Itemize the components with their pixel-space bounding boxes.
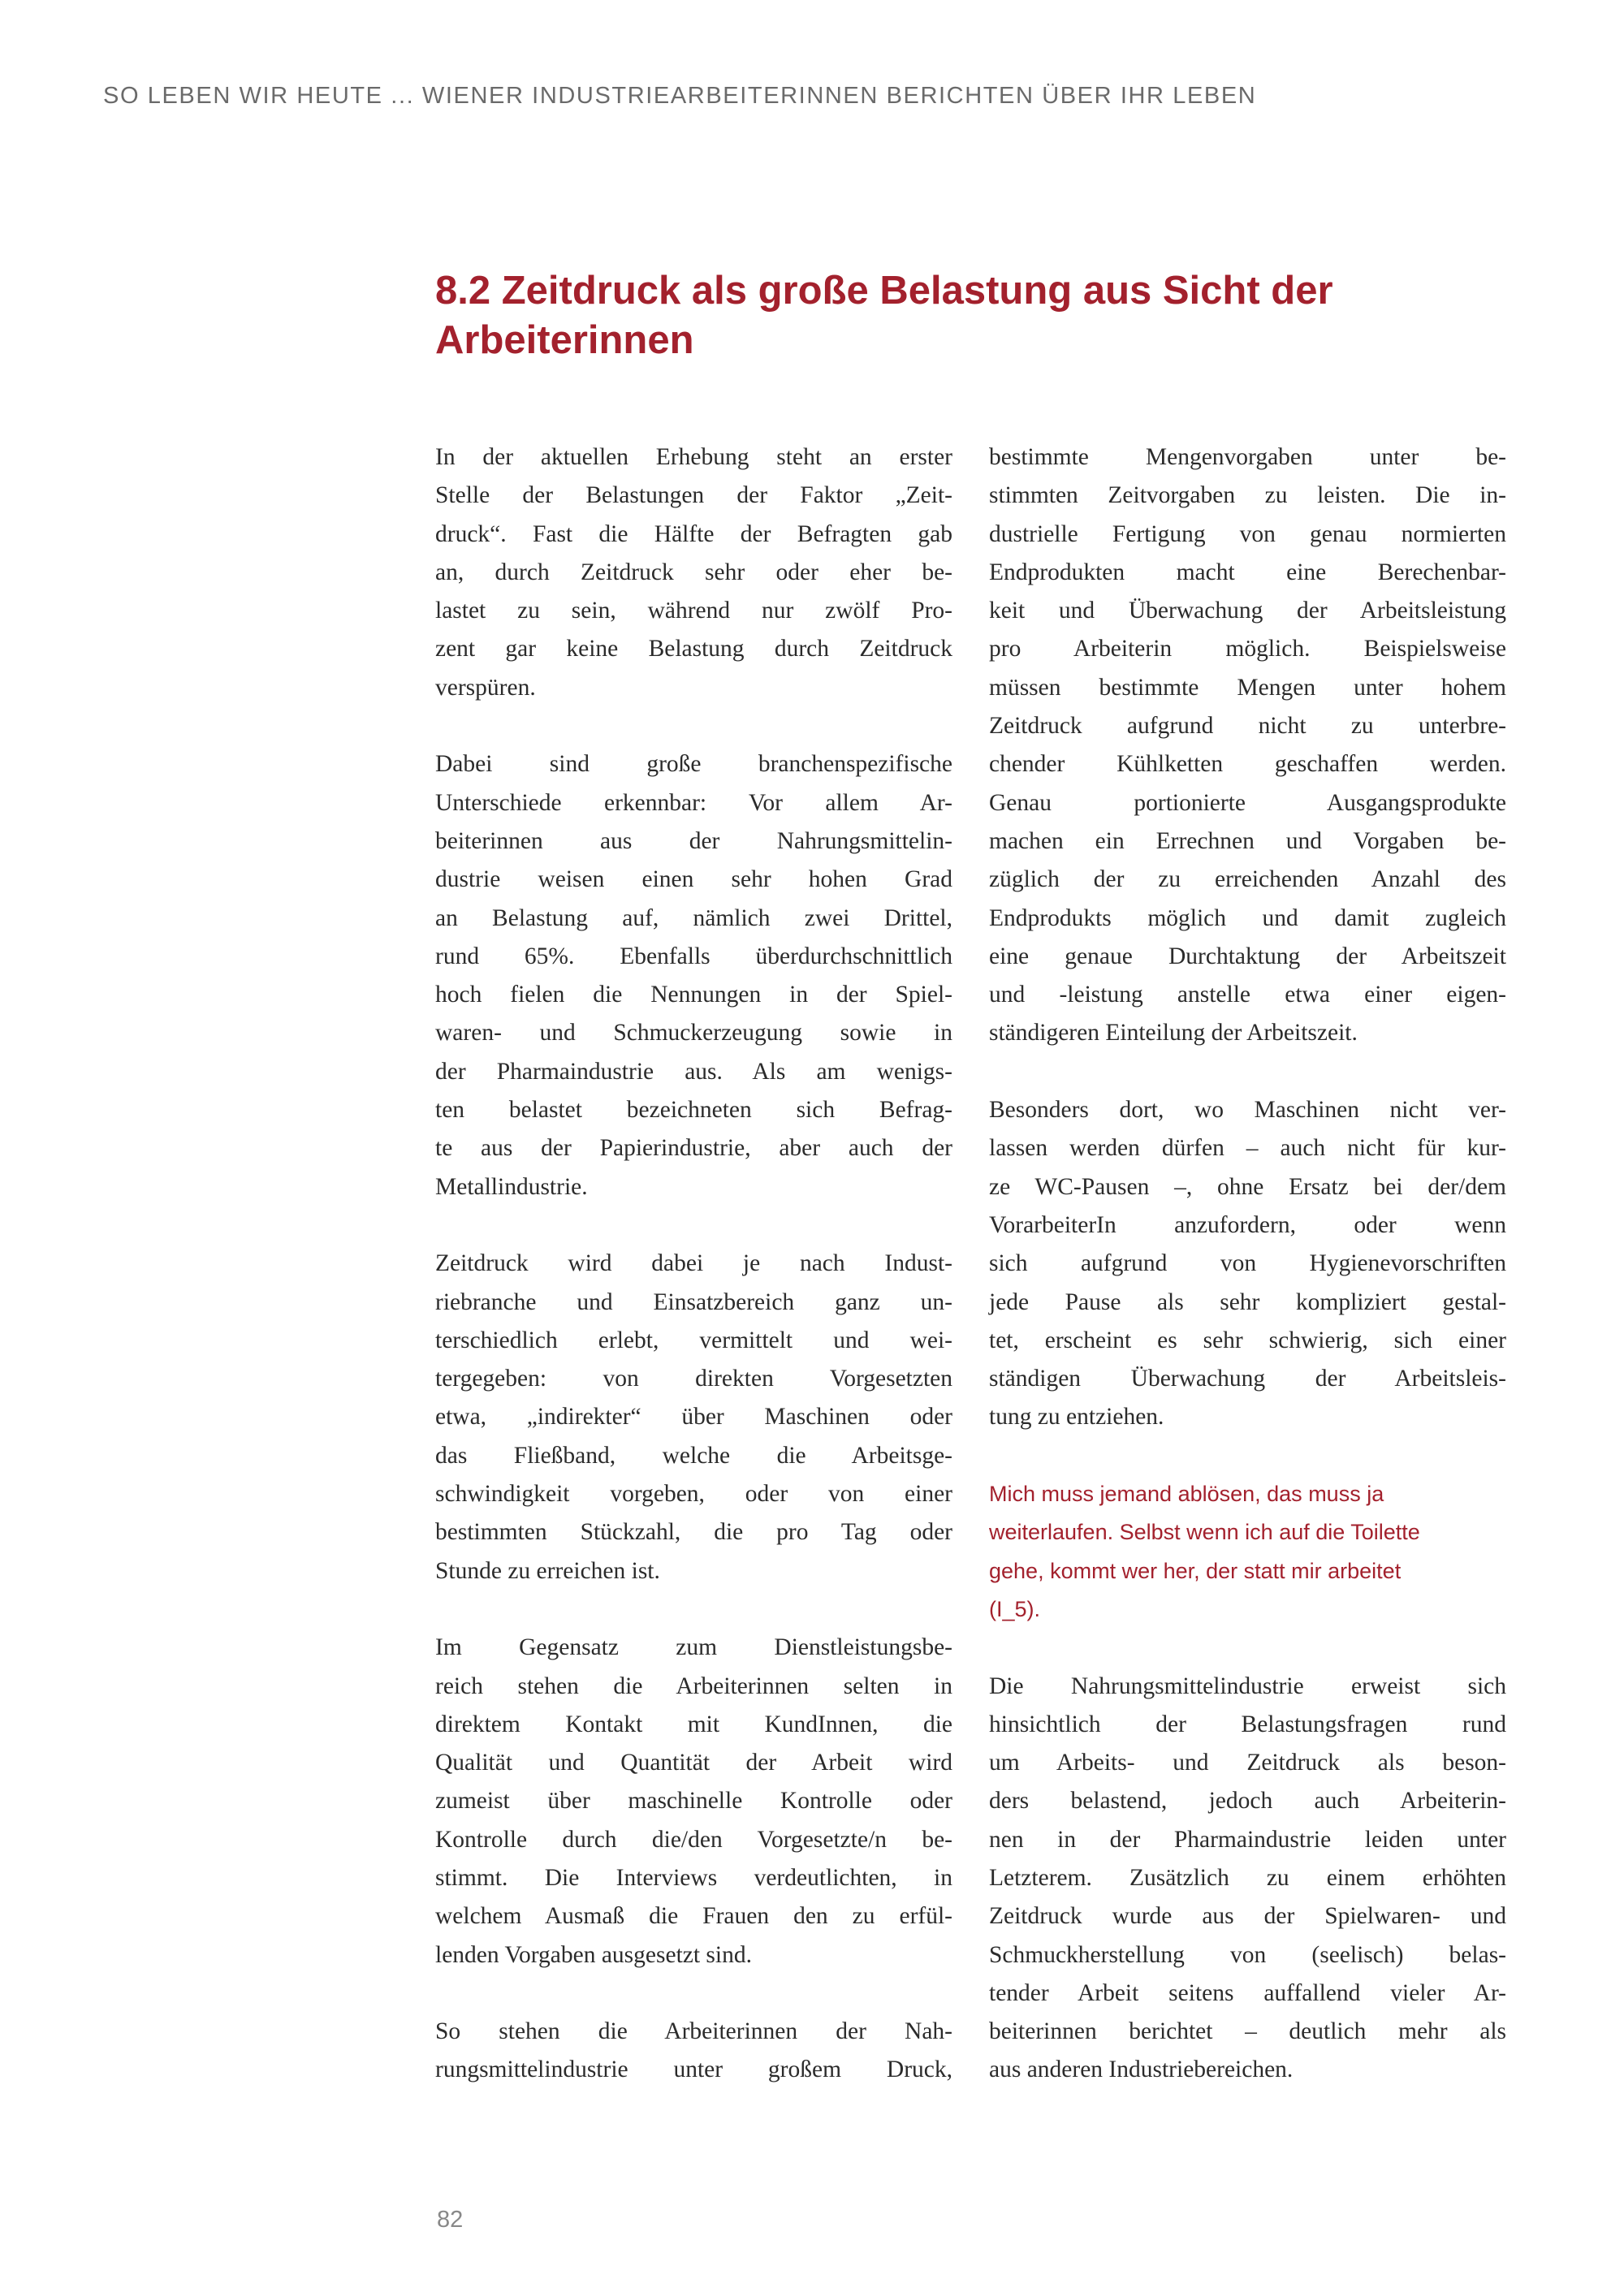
text-line: Besonders dort, wo Maschinen nicht ver-	[989, 1097, 1506, 1124]
text-line: beiterinnen aus der Nahrungsmittelin-	[435, 827, 952, 854]
text-line: chender Kühlketten geschaffen werden.	[989, 751, 1506, 778]
text-line: ständigeren Einteilung der Arbeitszeit.	[989, 1020, 1358, 1047]
paragraph-gap	[989, 1629, 1506, 1667]
text-line: an Belastung auf, nämlich zwei Drittel,	[435, 904, 952, 931]
page-number: 82	[437, 2207, 464, 2233]
text-line: ständigen Überwachung der Arbeitsleis-	[989, 1366, 1506, 1392]
text-line: te aus der Papierindustrie, aber auch der	[435, 1135, 952, 1162]
text-line: Mich muss jemand ablösen, das muss ja	[989, 1482, 1384, 1507]
text-line: welchem Ausmaß die Frauen den zu erfül-	[435, 1903, 952, 1930]
text-line: reich stehen die Arbeiterinnen selten in	[435, 1672, 952, 1699]
paragraph	[989, 1668, 1506, 2090]
text-line: ten belastet bezeichneten sich Befrag-	[435, 1097, 952, 1124]
text-line: Endprodukts möglich und damit zugleich	[989, 904, 1506, 931]
running-head: SO LEBEN WIR HEUTE ... WIENER INDUSTRIEARBEITERINNEN BERICHTEN ÜBER IHR LEBEN	[103, 83, 1257, 109]
text-line: Kontrolle durch die/den Vorgesetzte/n be-	[435, 1826, 952, 1853]
text-line: nen in der Pharmaindustrie leiden unter	[989, 1826, 1506, 1853]
text-line: tet, erscheint es sehr schwierig, sich einer	[989, 1327, 1506, 1353]
text-line: Dabei sind große branchenspezifische	[435, 751, 952, 778]
text-line: etwa, „indirekter“ über Maschinen oder	[435, 1404, 952, 1431]
paragraph-gap	[435, 1974, 952, 2013]
text-line: stimmt. Die Interviews verdeutlichten, in	[435, 1864, 952, 1891]
text-line: rungsmittelindustrie unter großem Druck,	[435, 2056, 952, 2083]
text-line: Stunde zu erreichen ist.	[435, 1557, 660, 1584]
text-line: Zeitdruck wurde aus der Spielwaren- und	[989, 1903, 1506, 1930]
text-line: hoch fielen die Nennungen in der Spiel-	[435, 982, 952, 1008]
text-line: weiterlaufen. Selbst wenn ich auf die Toilette	[989, 1520, 1420, 1545]
text-line: müssen bestimmte Mengen unter hohem	[989, 674, 1506, 701]
text-line: pro Arbeiterin möglich. Beispielsweise	[989, 636, 1506, 662]
text-line: Die Nahrungsmittelindustrie erweist sich	[989, 1672, 1506, 1699]
paragraph-gap	[989, 1437, 1506, 1475]
paragraph	[435, 1245, 952, 1590]
text-line: verspüren.	[435, 674, 536, 701]
section-title: 8.2 Zeitdruck als große Belastung aus Sicht der Arbeiterinnen	[435, 269, 1333, 362]
text-line: hinsichtlich der Belastungsfragen rund	[989, 1711, 1506, 1737]
text-line: ze WC-Pausen –, ohne Ersatz bei der/dem	[989, 1173, 1506, 1200]
text-line: tung zu entziehen.	[989, 1404, 1164, 1431]
text-line: In der aktuellen Erhebung steht an erster	[435, 444, 952, 470]
text-line: So stehen die Arbeiterinnen der Nah-	[435, 2018, 952, 2045]
text-line: Metallindustrie.	[435, 1173, 588, 1200]
text-line: Endprodukten macht eine Berechenbar-	[989, 559, 1506, 585]
text-line: bestimmten Stückzahl, die pro Tag oder	[435, 1519, 952, 1546]
text-line: an, durch Zeitdruck sehr oder eher be-	[435, 559, 952, 585]
text-line: Zeitdruck aufgrund nicht zu unterbre-	[989, 713, 1506, 740]
paragraph	[989, 438, 1506, 1053]
text-line: und -leistung anstelle etwa einer eigen-	[989, 982, 1506, 1008]
text-line: eine genaue Durchtaktung der Arbeitszeit	[989, 943, 1506, 969]
text-line: direktem Kontakt mit KundInnen, die	[435, 1711, 952, 1737]
text-line: zumeist über maschinelle Kontrolle oder	[435, 1788, 952, 1815]
text-line: der Pharmaindustrie aus. Als am wenigs-	[435, 1058, 952, 1085]
text-line: gehe, kommt wer her, der statt mir arbeitet	[989, 1558, 1402, 1583]
text-line: schwindigkeit vorgeben, oder von einer	[435, 1481, 952, 1508]
text-line: riebranche und Einsatzbereich ganz un-	[435, 1288, 952, 1315]
text-line: bestimmte Mengenvorgaben unter be-	[989, 444, 1506, 470]
paragraph-gap	[435, 1590, 952, 1629]
paragraph	[989, 1091, 1506, 1437]
text-line: das Fließband, welche die Arbeitsge-	[435, 1442, 952, 1469]
text-line: dustrielle Fertigung von genau normierten	[989, 520, 1506, 547]
text-line: Schmuckherstellung von (seelisch) belas-	[989, 1941, 1506, 1968]
text-line: beiterinnen berichtet – deutlich mehr als	[989, 2018, 1506, 2045]
text-line: ders belastend, jedoch auch Arbeiterin-	[989, 1788, 1506, 1815]
text-line: Stelle der Belastungen der Faktor „Zeit-	[435, 482, 952, 509]
text-line: (I_5).	[989, 1596, 1041, 1621]
paragraph-gap	[435, 1206, 952, 1245]
interview-quote	[989, 1475, 1506, 1629]
paragraph-gap	[989, 1053, 1506, 1091]
right-column	[989, 438, 1506, 2090]
text-line: Qualität und Quantität der Arbeit wird	[435, 1750, 952, 1776]
text-line: lenden Vorgaben ausgesetzt sind.	[435, 1941, 752, 1968]
text-line: druck“. Fast die Hälfte der Befragten gab	[435, 520, 952, 547]
text-line: machen ein Errechnen und Vorgaben be-	[989, 827, 1506, 854]
text-line: jede Pause als sehr kompliziert gestal-	[989, 1288, 1506, 1315]
paragraph	[435, 2013, 952, 2090]
paragraph	[435, 438, 952, 707]
text-line: aus anderen Industriebereichen.	[989, 2056, 1294, 2083]
text-line: Zeitdruck wird dabei je nach Indust-	[435, 1250, 952, 1277]
text-line: lassen werden dürfen – auch nicht für kur-	[989, 1135, 1506, 1162]
text-line: zent gar keine Belastung durch Zeitdruck	[435, 636, 952, 662]
left-column	[435, 438, 952, 2090]
paragraph	[435, 1629, 952, 1974]
text-line: Letzterem. Zusätzlich zu einem erhöhten	[989, 1864, 1506, 1891]
text-line: dustrie weisen einen sehr hohen Grad	[435, 866, 952, 893]
text-line: waren- und Schmuckerzeugung sowie in	[435, 1020, 952, 1047]
text-line: VorarbeiterIn anzufordern, oder wenn	[989, 1211, 1506, 1238]
text-line: Genau portionierte Ausgangsprodukte	[989, 789, 1506, 816]
paragraph	[435, 745, 952, 1206]
text-line: rund 65%. Ebenfalls überdurchschnittlich	[435, 943, 952, 969]
text-line: züglich der zu erreichenden Anzahl des	[989, 866, 1506, 893]
paragraph-gap	[435, 707, 952, 745]
text-line: tergegeben: von direkten Vorgesetzten	[435, 1366, 952, 1392]
text-line: stimmten Zeitvorgaben zu leisten. Die in-	[989, 482, 1506, 509]
text-line: keit und Überwachung der Arbeitsleistung	[989, 598, 1506, 624]
text-line: terschiedlich erlebt, vermittelt und wei-	[435, 1327, 952, 1353]
text-line: tender Arbeit seitens auffallend vieler Ar-	[989, 1979, 1506, 2006]
text-line: Unterschiede erkennbar: Vor allem Ar-	[435, 789, 952, 816]
text-line: Im Gegensatz zum Dienstleistungsbe-	[435, 1634, 952, 1661]
text-line: um Arbeits- und Zeitdruck als beson-	[989, 1750, 1506, 1776]
text-line: sich aufgrund von Hygienevorschriften	[989, 1250, 1506, 1277]
text-line: lastet zu sein, während nur zwölf Pro-	[435, 598, 952, 624]
